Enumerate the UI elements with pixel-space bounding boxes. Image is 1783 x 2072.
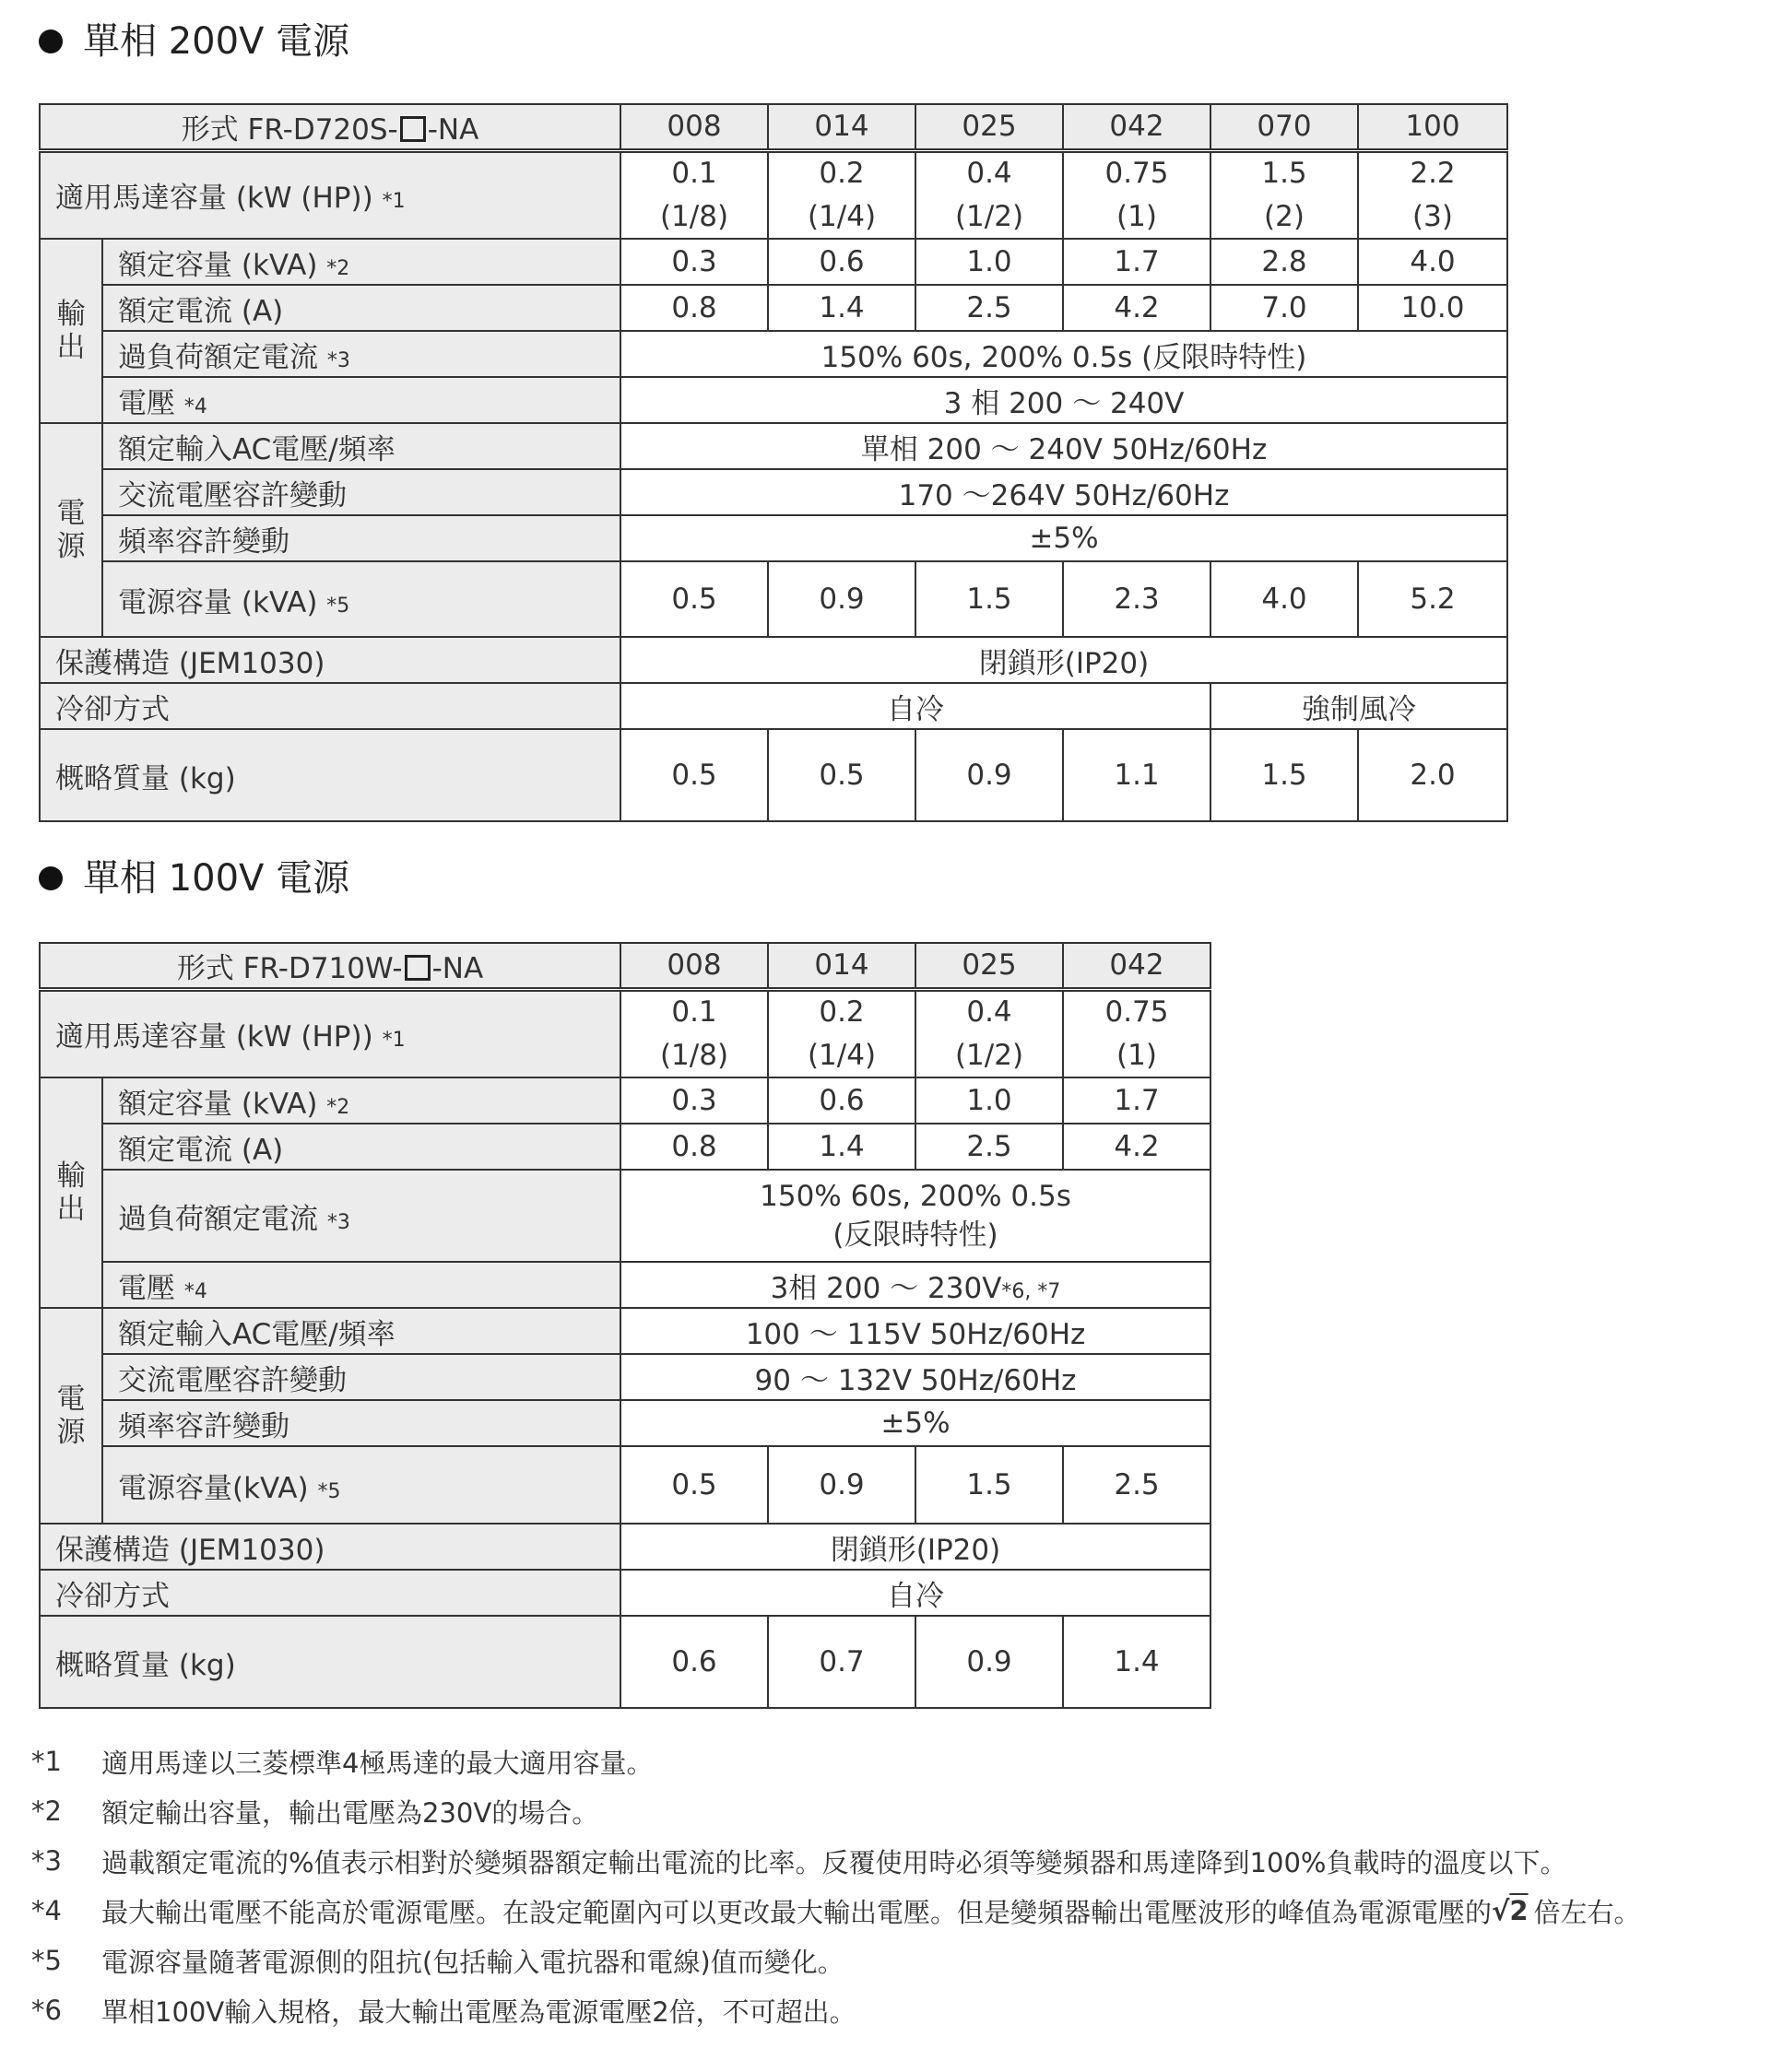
model-col: 008 bbox=[620, 104, 768, 150]
motor-hp: (1/4) bbox=[768, 1033, 915, 1077]
note-mark: *3 bbox=[326, 1210, 350, 1234]
footnote-text: 電源容量隨著電源側的阻抗(包括輸入電抗器和電線)值而變化。 bbox=[101, 1946, 844, 1978]
voltage-text: 3相 200 ～ 230V bbox=[770, 1271, 1002, 1305]
motor-hp: (1/2) bbox=[915, 194, 1063, 239]
model-suffix: -NA bbox=[431, 951, 484, 985]
motor-capacity-label bbox=[40, 989, 620, 1077]
footnote-text: 最大輸出電壓不能高於電源電壓。在設定範圍內可以更改最大輸出電壓。但是變頻器輸出電壓波形的峰值為電源電壓的 bbox=[101, 1896, 1493, 1928]
freq-tolerance-label: 頻率容許變動 bbox=[102, 515, 620, 561]
group-char: 輸 bbox=[56, 1160, 86, 1193]
note-mark: *6, *7 bbox=[1001, 1279, 1061, 1303]
motor-hp: (1/8) bbox=[620, 194, 768, 239]
ac-tolerance-value: 90 ～ 132V 50Hz/60Hz bbox=[620, 1354, 1210, 1400]
input-ac-label: 額定輸入AC電壓/頻率 bbox=[102, 1308, 620, 1354]
rated-capacity-value: 0.6 bbox=[768, 239, 915, 285]
label-text: 電源容量 (kVA) bbox=[118, 585, 318, 619]
footnote-text: 過載額定電流的%值表示相對於變頻器額定輸出電流的比率。反覆使用時必須等變頻器和馬達降到100%負載時的溫度以下。 bbox=[101, 1846, 1567, 1878]
rated-current-value: 4.2 bbox=[1063, 1124, 1210, 1170]
ac-tolerance-label: 交流電壓容許變動 bbox=[102, 1354, 620, 1400]
footnote-text: 額定輸出容量，輸出電壓為230V的場合。 bbox=[101, 1796, 599, 1829]
motor-kw: 0.75 bbox=[1063, 150, 1210, 194]
ac-tolerance-value: 170 ～264V 50Hz/60Hz bbox=[620, 469, 1507, 515]
rated-capacity-value: 1.7 bbox=[1063, 1077, 1210, 1124]
rated-current-value: 0.8 bbox=[620, 1124, 768, 1170]
footnote-mark: *1 bbox=[31, 1746, 62, 1777]
motor-kw: 0.4 bbox=[915, 150, 1063, 194]
motor-capacity-label bbox=[40, 150, 620, 239]
overload-label bbox=[102, 1170, 620, 1262]
square-icon bbox=[405, 955, 431, 981]
ac-tolerance-label: 交流電壓容許變動 bbox=[102, 469, 620, 515]
note-mark: *4 bbox=[183, 1279, 207, 1303]
rated-capacity-value: 0.3 bbox=[620, 1077, 768, 1124]
rated-current-value: 0.8 bbox=[620, 285, 768, 331]
note-mark: *2 bbox=[326, 1095, 350, 1119]
group-char: 電 bbox=[56, 1383, 86, 1416]
motor-kw: 0.1 bbox=[620, 150, 768, 194]
label-text: 過負荷額定電流 bbox=[118, 1202, 318, 1236]
power-capacity-value: 0.5 bbox=[620, 1446, 768, 1524]
bullet-icon bbox=[39, 866, 63, 890]
square-icon bbox=[400, 116, 426, 142]
power-capacity-value: 2.3 bbox=[1063, 561, 1210, 637]
power-capacity-label bbox=[102, 1446, 620, 1524]
footnote-mark: *6 bbox=[31, 1995, 62, 2026]
input-ac-value: 單相 200 ～ 240V 50Hz/60Hz bbox=[620, 423, 1507, 469]
rated-current-value: 4.2 bbox=[1063, 285, 1210, 331]
motor-kw: 2.2 bbox=[1358, 150, 1507, 194]
spec-table-200v bbox=[39, 103, 1508, 822]
protection-label: 保護構造 (JEM1030) bbox=[40, 637, 620, 683]
label-text: 額定容量 (kVA) bbox=[118, 248, 318, 282]
model-col: 042 bbox=[1063, 104, 1210, 150]
mass-value: 0.5 bbox=[620, 729, 768, 821]
footnote-text: 單相100V輸入規格，最大輸出電壓為電源電壓2倍，不可超出。 bbox=[101, 1995, 856, 2028]
rated-current-value: 10.0 bbox=[1358, 285, 1507, 331]
note-mark: *1 bbox=[382, 190, 406, 214]
motor-kw: 0.2 bbox=[768, 150, 915, 194]
section-2-title-text: 單相 100V 電源 bbox=[83, 857, 350, 900]
footnote bbox=[31, 1736, 1641, 1786]
mass-value: 0.9 bbox=[915, 1616, 1063, 1708]
overload-value bbox=[620, 1170, 1210, 1262]
power-capacity-value: 1.5 bbox=[915, 561, 1063, 637]
note-mark: *1 bbox=[382, 1029, 406, 1053]
input-ac-value: 100 ～ 115V 50Hz/60Hz bbox=[620, 1308, 1210, 1354]
cooling-label: 冷卻方式 bbox=[40, 1570, 620, 1616]
model-header bbox=[40, 943, 620, 989]
group-char: 輸 bbox=[56, 298, 86, 331]
section-2-title bbox=[39, 855, 349, 901]
model-label: 形式 FR-D710W- bbox=[176, 951, 403, 985]
label-text: 適用馬達容量 (kW (HP)) bbox=[55, 182, 373, 216]
footnote-text-after: 倍左右。 bbox=[1533, 1896, 1641, 1928]
footnote-mark: *2 bbox=[31, 1795, 62, 1827]
model-suffix: -NA bbox=[427, 112, 479, 147]
rated-capacity-value: 0.3 bbox=[620, 239, 768, 285]
label-text: 電源容量(kVA) bbox=[118, 1471, 309, 1505]
power-capacity-value: 2.5 bbox=[1063, 1446, 1210, 1524]
protection-value: 閉鎖形(IP20) bbox=[620, 1524, 1210, 1570]
label-text: 電壓 bbox=[118, 1271, 175, 1305]
motor-kw: 0.2 bbox=[768, 989, 915, 1033]
label-text: 過負荷額定電流 bbox=[118, 340, 318, 374]
voltage-value: 3 相 200 ～ 240V bbox=[620, 377, 1507, 423]
cooling-forced-value: 強制風冷 bbox=[1210, 683, 1507, 729]
section-1-title bbox=[39, 18, 349, 65]
output-group-label bbox=[40, 1077, 102, 1308]
overload-line-2: (反限時特性) bbox=[832, 1218, 998, 1252]
rated-capacity-label bbox=[102, 1077, 620, 1124]
protection-value: 閉鎖形(IP20) bbox=[620, 637, 1507, 683]
section-1-title-text: 單相 200V 電源 bbox=[83, 20, 350, 63]
sqrt-symbol: √2 bbox=[1492, 1895, 1529, 1926]
model-col: 025 bbox=[915, 104, 1063, 150]
power-group-label bbox=[40, 423, 102, 637]
rated-capacity-value: 2.8 bbox=[1210, 239, 1358, 285]
freq-tolerance-value: ±5% bbox=[620, 515, 1507, 561]
power-capacity-label bbox=[102, 561, 620, 637]
motor-hp: (1) bbox=[1063, 1033, 1210, 1077]
note-mark: *5 bbox=[317, 1479, 341, 1503]
power-capacity-value: 0.5 bbox=[620, 561, 768, 637]
rated-current-value: 2.5 bbox=[915, 1124, 1063, 1170]
mass-value: 0.7 bbox=[768, 1616, 915, 1708]
overload-line-1: 150% 60s, 200% 0.5s bbox=[760, 1180, 1071, 1213]
power-capacity-value: 5.2 bbox=[1358, 561, 1507, 637]
mass-value: 1.5 bbox=[1210, 729, 1358, 821]
bullet-icon bbox=[39, 29, 63, 53]
motor-kw: 0.75 bbox=[1063, 989, 1210, 1033]
label-text: 適用馬達容量 (kW (HP)) bbox=[55, 1020, 373, 1054]
mass-value: 0.9 bbox=[915, 729, 1063, 821]
footnote bbox=[31, 1786, 1641, 1836]
footnote bbox=[31, 1886, 1641, 1936]
note-mark: *4 bbox=[183, 394, 207, 418]
note-mark: *3 bbox=[326, 348, 350, 372]
rated-current-value: 2.5 bbox=[915, 285, 1063, 331]
motor-hp: (2) bbox=[1210, 194, 1358, 239]
footnote-mark: *4 bbox=[31, 1895, 62, 1926]
voltage-label bbox=[102, 1262, 620, 1308]
model-col: 100 bbox=[1358, 104, 1507, 150]
rated-current-value: 1.4 bbox=[768, 1124, 915, 1170]
cooling-label: 冷卻方式 bbox=[40, 683, 620, 729]
mass-label: 概略質量 (kg) bbox=[40, 1616, 620, 1708]
footnote bbox=[31, 1985, 1641, 2035]
motor-hp: (1/8) bbox=[620, 1033, 768, 1077]
rated-current-label: 額定電流 (A) bbox=[102, 285, 620, 331]
model-label: 形式 FR-D720S- bbox=[181, 112, 398, 147]
cooling-self-value: 自冷 bbox=[620, 1570, 1210, 1616]
power-group-label bbox=[40, 1308, 102, 1524]
footnote bbox=[31, 1936, 1641, 1985]
voltage-label bbox=[102, 377, 620, 423]
mass-label: 概略質量 (kg) bbox=[40, 729, 620, 821]
group-char: 電 bbox=[56, 497, 86, 530]
footnote-mark: *5 bbox=[31, 1945, 62, 1976]
spec-table-100v bbox=[39, 942, 1211, 1709]
cooling-self-value: 自冷 bbox=[620, 683, 1210, 729]
rated-capacity-value: 0.6 bbox=[768, 1077, 915, 1124]
mass-value: 2.0 bbox=[1358, 729, 1507, 821]
model-col: 014 bbox=[768, 104, 915, 150]
motor-hp: (3) bbox=[1358, 194, 1507, 239]
motor-kw: 0.1 bbox=[620, 989, 768, 1033]
power-capacity-value: 0.9 bbox=[768, 1446, 915, 1524]
mass-value: 1.1 bbox=[1063, 729, 1210, 821]
overload-value: 150% 60s, 200% 0.5s (反限時特性) bbox=[620, 331, 1507, 377]
group-char: 源 bbox=[56, 1416, 86, 1449]
label-text: 額定容量 (kVA) bbox=[118, 1087, 318, 1121]
footnote-text: 適用馬達以三菱標準4極馬達的最大適用容量。 bbox=[101, 1747, 654, 1779]
rated-capacity-value: 1.7 bbox=[1063, 239, 1210, 285]
protection-label: 保護構造 (JEM1030) bbox=[40, 1524, 620, 1570]
rated-capacity-value: 1.0 bbox=[915, 239, 1063, 285]
mass-value: 1.4 bbox=[1063, 1616, 1210, 1708]
note-mark: *5 bbox=[326, 594, 350, 618]
motor-hp: (1/2) bbox=[915, 1033, 1063, 1077]
motor-hp: (1/4) bbox=[768, 194, 915, 239]
mass-value: 0.5 bbox=[768, 729, 915, 821]
group-char: 出 bbox=[56, 1193, 86, 1226]
mass-value: 0.6 bbox=[620, 1616, 768, 1708]
rated-current-value: 7.0 bbox=[1210, 285, 1358, 331]
model-header bbox=[40, 104, 620, 150]
sqrt-radicand: 2 bbox=[1509, 1895, 1529, 1926]
motor-hp: (1) bbox=[1063, 194, 1210, 239]
footnotes bbox=[31, 1736, 1641, 2035]
label-text: 電壓 bbox=[118, 386, 175, 420]
rated-capacity-label bbox=[102, 239, 620, 285]
group-char: 源 bbox=[56, 530, 86, 563]
motor-kw: 0.4 bbox=[915, 989, 1063, 1033]
note-mark: *2 bbox=[326, 256, 350, 280]
power-capacity-value: 4.0 bbox=[1210, 561, 1358, 637]
freq-tolerance-value: ±5% bbox=[620, 1400, 1210, 1446]
voltage-value bbox=[620, 1262, 1210, 1308]
output-group-label bbox=[40, 239, 102, 423]
rated-capacity-value: 4.0 bbox=[1358, 239, 1507, 285]
overload-label bbox=[102, 331, 620, 377]
footnote-mark: *3 bbox=[31, 1845, 62, 1877]
rated-current-value: 1.4 bbox=[768, 285, 915, 331]
rated-capacity-value: 1.0 bbox=[915, 1077, 1063, 1124]
model-col: 008 bbox=[620, 943, 768, 989]
power-capacity-value: 1.5 bbox=[915, 1446, 1063, 1524]
model-col: 070 bbox=[1210, 104, 1358, 150]
group-char: 出 bbox=[56, 331, 86, 364]
model-col: 014 bbox=[768, 943, 915, 989]
rated-current-label: 額定電流 (A) bbox=[102, 1124, 620, 1170]
power-capacity-value: 0.9 bbox=[768, 561, 915, 637]
input-ac-label: 額定輸入AC電壓/頻率 bbox=[102, 423, 620, 469]
motor-kw: 1.5 bbox=[1210, 150, 1358, 194]
model-col: 025 bbox=[915, 943, 1063, 989]
freq-tolerance-label: 頻率容許變動 bbox=[102, 1400, 620, 1446]
model-col: 042 bbox=[1063, 943, 1210, 989]
footnote bbox=[31, 1836, 1641, 1886]
